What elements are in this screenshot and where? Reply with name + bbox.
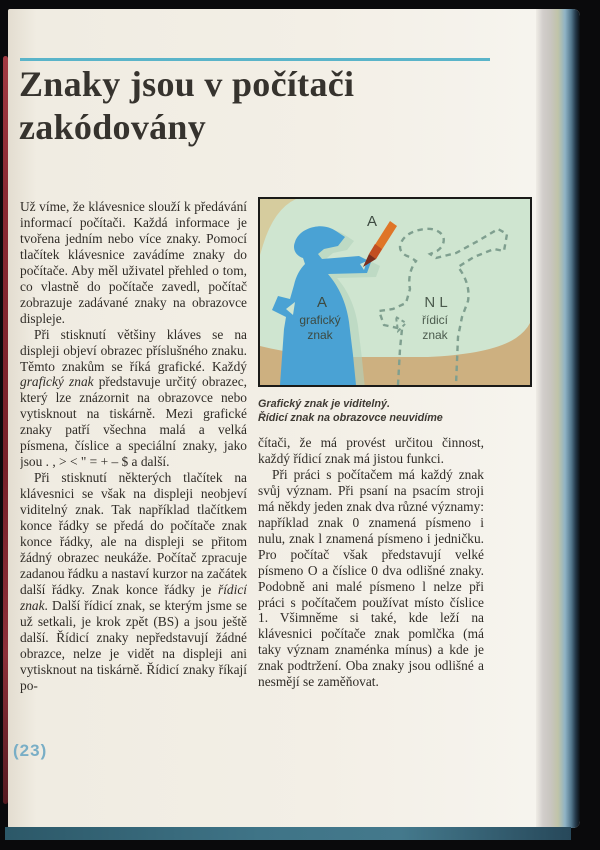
figure-illustration xyxy=(258,197,532,387)
page-number: (23) xyxy=(13,741,48,760)
title-line-2: zakódovány xyxy=(19,107,207,147)
figure-caption xyxy=(258,398,540,425)
italic-term: grafický znak xyxy=(20,374,94,390)
paragraph xyxy=(20,327,247,471)
italic-term: řídicí znak xyxy=(20,581,247,613)
book-fore-edge xyxy=(536,9,580,828)
paragraph: čítači, že má provést určitou činnost, každý řídicí znak má jistou funkci. xyxy=(258,435,484,466)
accent-rule xyxy=(20,58,490,61)
control-label-line1: řídicí xyxy=(421,313,449,327)
control-label-line2: znak xyxy=(422,328,448,342)
left-column xyxy=(20,199,247,729)
book-cover-edge xyxy=(5,827,571,840)
right-column-text xyxy=(258,435,484,690)
page-title xyxy=(19,63,539,149)
right-column xyxy=(258,197,540,690)
text-run: Při stisknutí většiny kláves se na displeji objeví obrazec příslušného znaku. Těmto znakům se říká grafické. Každý xyxy=(20,326,247,374)
control-label-letters: N L xyxy=(424,294,448,311)
book-page xyxy=(8,9,580,828)
caption-line-2: Řídicí znak na obrazovce neuvidíme xyxy=(258,411,443,424)
text-run: představuje určitý obrazec, který lze znázornit na obrazovce nebo vytisknout na tiskárně. Mezi grafické znaky patří všechna malá a velká písmena, číslice a speciální znaky, jako jsou . , > < " = + – $ a další. xyxy=(20,374,247,470)
binding-edge-line xyxy=(3,56,8,804)
figure-letter-a-top: A xyxy=(366,213,378,230)
paragraph xyxy=(20,470,247,693)
paragraph: Už víme, že klávesnice slouží k předávání informací počítači. Každá informace je tvořena jedním nebo více znaky. Pomocí tlačítek klávesnice zavádíme znaky do počítače. Aby měl uživatel přehled o tom, co vlastně do počítače zavedl, počítač zobrazuje zadávané znaky na obrazovce displeje. xyxy=(20,199,247,326)
graphic-label-line1: grafický xyxy=(299,313,341,327)
paragraph: Při práci s počítačem má každý znak svůj význam. Při psaní na psacím stroji má někdy jeden znak dva různé významy: například znak 0 znamená písmeno i nulu, znak l znamená písmeno i jedničku. Pro počítač však představují velké písmeno O a číslice 0 dva odlišné znaky. Podobně ani malé písmeno l nelze při práci s počítačem používat místo číslice 1. Všimněme si také, kde leží na klávesnici počítače znak pomlčka (má taky význam znaménka mínus) a kde je znak podtržení. Oba znaky jsou odlišné a nesmějí se zaměňovat. xyxy=(258,466,484,690)
graphic-label-letter: A xyxy=(316,294,328,311)
text-run: Při stisknutí některých tlačítek na klávesnici se však na displeji neobjeví viditelný znak. Tak například tlačítkem konce řádky se předá do počítače znak konce řádky, ale na displeji se přitom žádný obrazec neukáže. Počítač zpracuje zadanou řádku a nastaví kurzor na začátek další řádky. Znak konce řádky je xyxy=(20,470,247,597)
title-line-1: Znaky jsou v počítači xyxy=(19,64,355,104)
caption-line-1: Grafický znak je viditelný. xyxy=(258,398,391,410)
graphic-label-line2: znak xyxy=(307,328,333,342)
text-run: . Další řídicí znak, se kterým jsme se už setkali, je krok zpět (BS) a jsou ještě další. Řídicí znaky nepředstavují žádné obrazce, nelze je vidět na displeji ani vytisknout na tiskárně. Řídicí znaky říkají po- xyxy=(20,597,247,693)
